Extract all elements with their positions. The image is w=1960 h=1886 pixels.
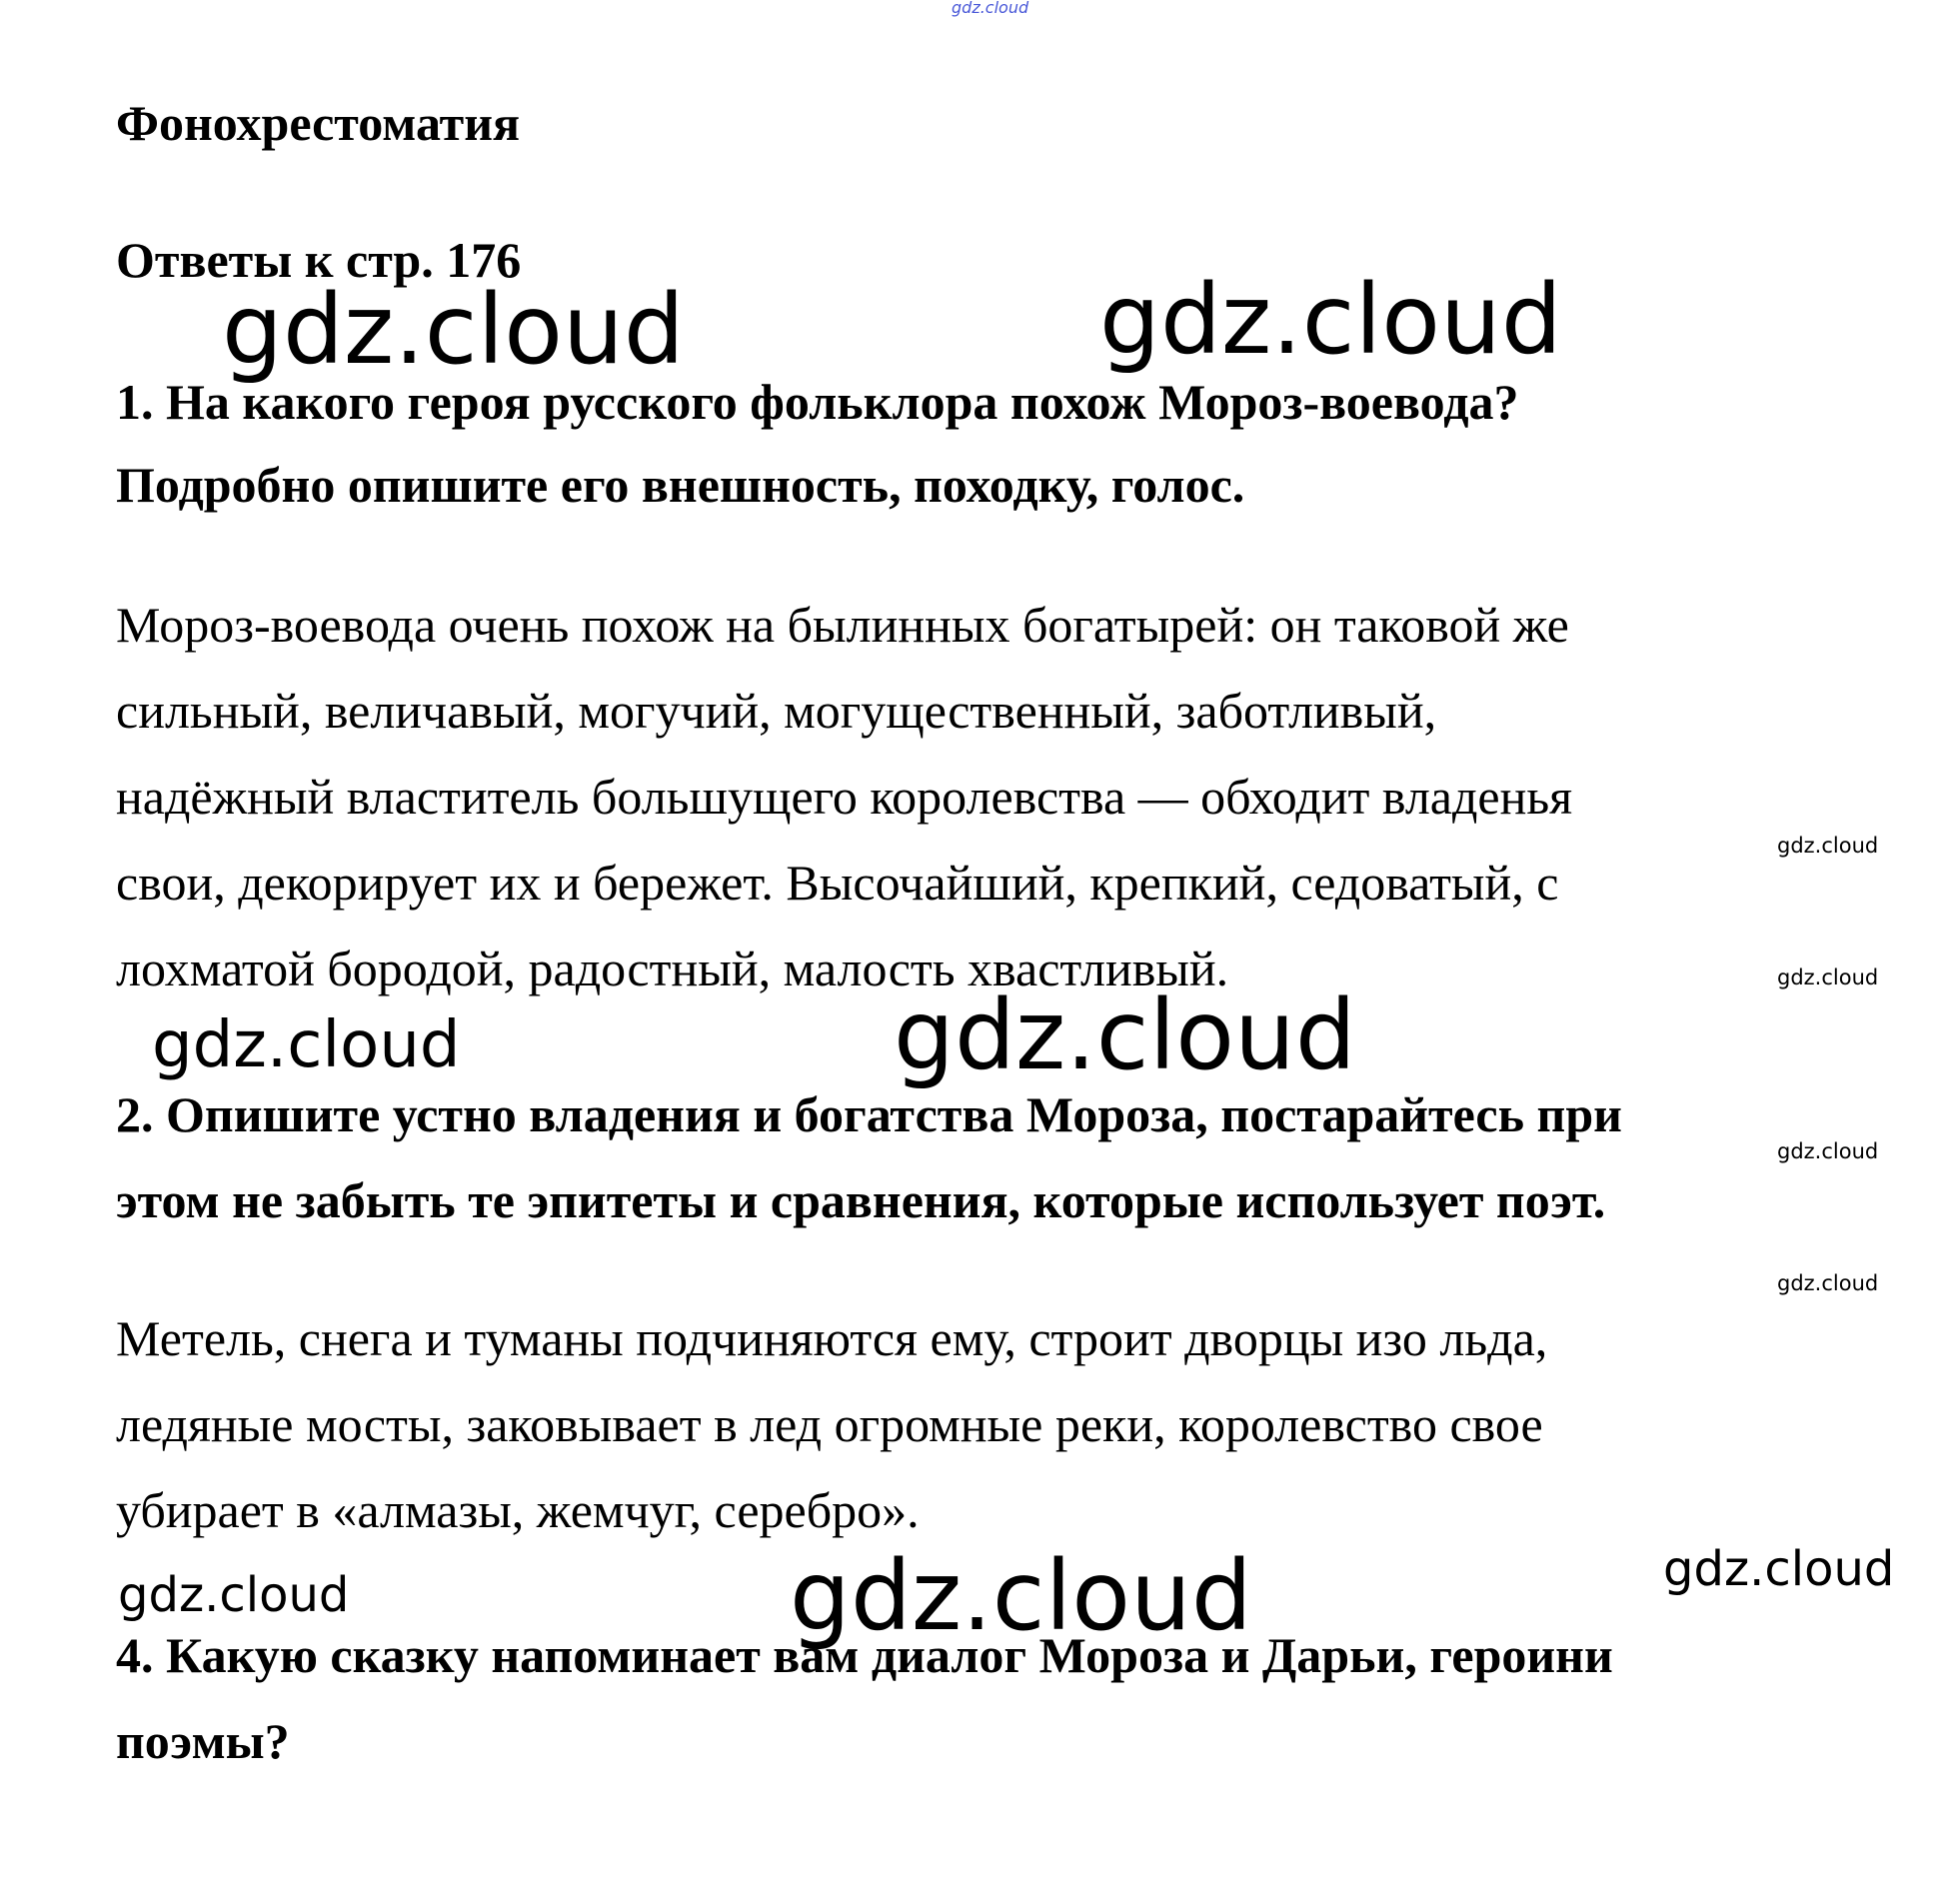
answer-2-line-1: Метель, снега и туманы подчиняются ему, строит дворцы изо льда,: [116, 1310, 1548, 1366]
question-4-line-1: 4. Какую сказку напоминает вам диалог Мороза и Дарьи, героини: [116, 1627, 1613, 1683]
answer-1-line-2: сильный, величавый, могучий, могущественный, заботливый,: [116, 683, 1437, 739]
watermark-large-4: gdz.cloud: [790, 1540, 1252, 1652]
watermark-medium-2: gdz.cloud: [118, 1567, 350, 1623]
watermark-small-4: gdz.cloud: [1777, 1271, 1879, 1295]
answer-1-line-1: Мороз-воевода очень похож на былинных богатырей: он таковой же: [116, 597, 1569, 653]
section-title: Фонохрестоматия: [116, 95, 521, 151]
answer-1-line-3: надёжный властитель большущего королевства — обходит владенья: [116, 769, 1573, 825]
watermark-medium-1: gdz.cloud: [152, 1008, 461, 1082]
watermark-small-3: gdz.cloud: [1777, 1139, 1879, 1163]
answer-1-line-4: свои, декорирует их и бережет. Высочайший, крепкий, седоватый, с: [116, 855, 1559, 911]
question-1-line-1: 1. На какого героя русского фольклора похож Мороз-воевода?: [116, 374, 1519, 430]
answer-2-line-2: ледяные мосты, заковывает в лед огромные реки, королевство свое: [116, 1396, 1543, 1452]
question-2-line-1: 2. Опишите устно владения и богатства Мороза, постарайтесь при: [116, 1086, 1622, 1142]
page-reference: Ответы к стр. 176: [116, 232, 522, 288]
answer-1-line-5: лохматой бородой, радостный, малость хвастливый.: [116, 941, 1229, 996]
watermark-top: gdz.cloud: [952, 0, 1029, 17]
question-2-line-2: этом не забыть те эпитеты и сравнения, которые использует поэт.: [116, 1172, 1606, 1228]
watermark-large-2: gdz.cloud: [1099, 264, 1562, 376]
answer-2-line-3: убирает в «алмазы, жемчуг, серебро».: [116, 1482, 920, 1538]
watermark-small-1: gdz.cloud: [1777, 834, 1879, 858]
question-1-line-2: Подробно опишите его внешность, походку, голос.: [116, 457, 1245, 513]
watermark-medium-3: gdz.cloud: [1663, 1541, 1895, 1597]
watermark-small-2: gdz.cloud: [1777, 965, 1879, 989]
watermark-large-1: gdz.cloud: [222, 274, 685, 386]
question-4-line-2: поэмы?: [116, 1713, 290, 1769]
watermark-large-3: gdz.cloud: [894, 979, 1356, 1091]
